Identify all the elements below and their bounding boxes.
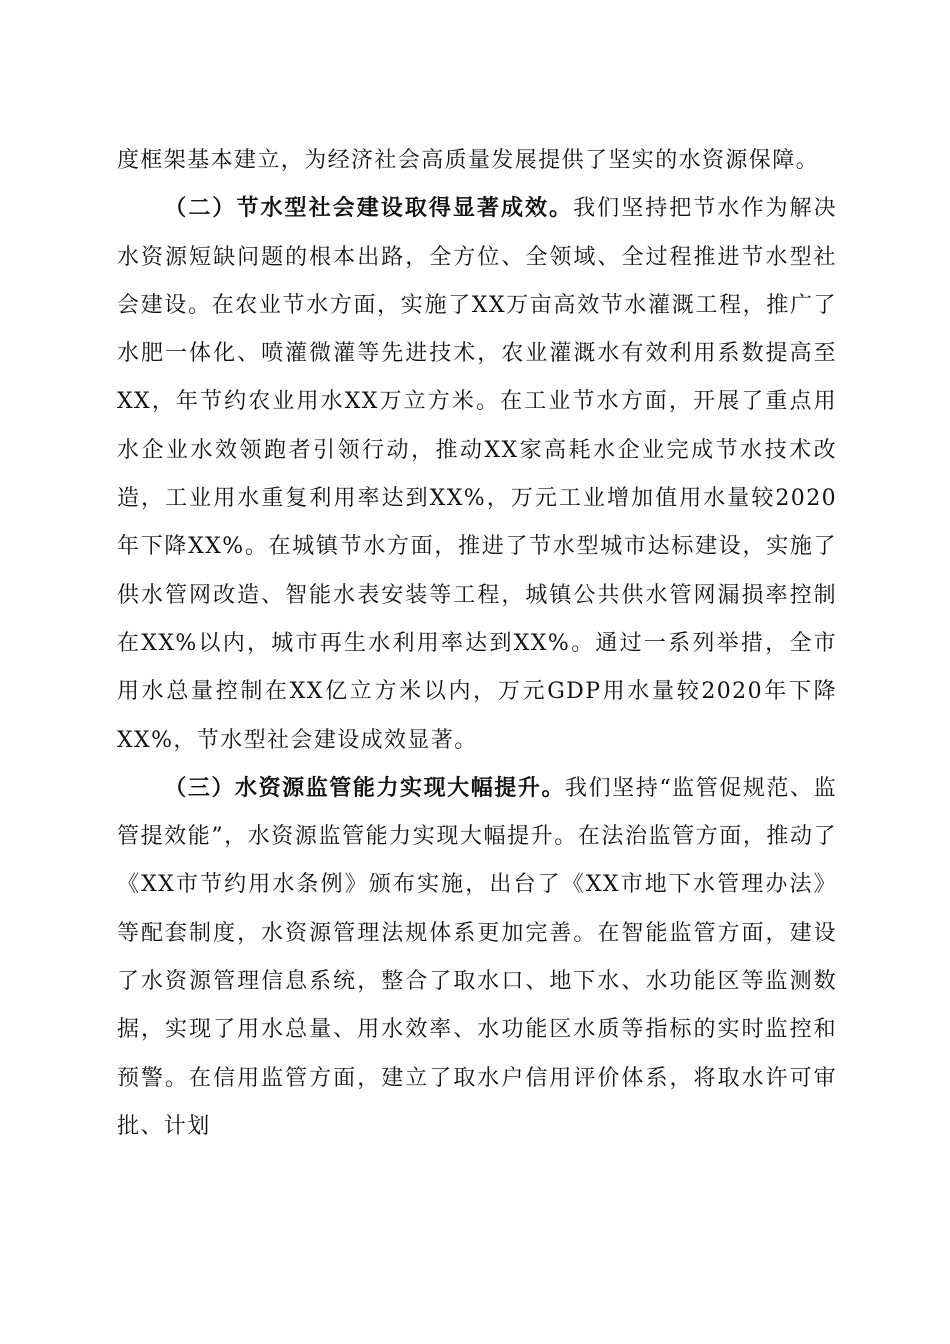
paragraph-continuation <box>117 137 837 185</box>
paragraph-body: 我们坚持把节水作为解决水资源短缺问题的根本出路，全方位、全领域、全过程推进节水型社会建设。在农业节水方面，实施了XX万亩高效节水灌溉工程，推广了水肥一体化、喷灌微灌等先进技术，农业灌溉水有效利用系数提高至XX，年节约农业用水XX万立方米。在工业节水方面，开展了重点用水企业水效领跑者引领行动，推动XX家高耗水企业完成节水技术改造，工业用水重复利用率达到XX%，万元工业增加值用水量较2020年下降XX%。在城镇节水方面，推进了节水型城市达标建设，实施了供水管网改造、智能水表安装等工程，城镇公共供水管网漏损率控制在XX%以内，城市再生水利用率达到XX%。通过一系列举措，全市用水总量控制在XX亿立方米以内，万元GDP用水量较2020年下降XX%，节水型社会建设成效显著。 <box>117 196 837 753</box>
document-body <box>117 137 837 1151</box>
paragraph-body: 我们坚持“监管促规范、监管提效能”，水资源监管能力实现大幅提升。在法治监管方面，推动了《XX市节约用水条例》颁布实施，出台了《XX市地下水管理办法》等配套制度，水资源管理法规体系更加完善。在智能监管方面，建设了水资源管理信息系统，整合了取水口、地下水、水功能区等监测数据，实现了用水总量、用水效率、水功能区水质等指标的实时监控和预警。在信用监管方面，建立了取水户信用评价体系，将取水许可审批、计划 <box>117 775 837 1139</box>
paragraph-water-saving-society <box>117 185 837 765</box>
section-heading: （二）节水型社会建设取得显著成效。 <box>164 196 574 222</box>
section-heading: （三）水资源监管能力实现大幅提升。 <box>164 775 566 801</box>
paragraph-body: 度框架基本建立，为经济社会高质量发展提供了坚实的水资源保障。 <box>117 148 820 173</box>
paragraph-supervision-capacity <box>117 765 837 1151</box>
